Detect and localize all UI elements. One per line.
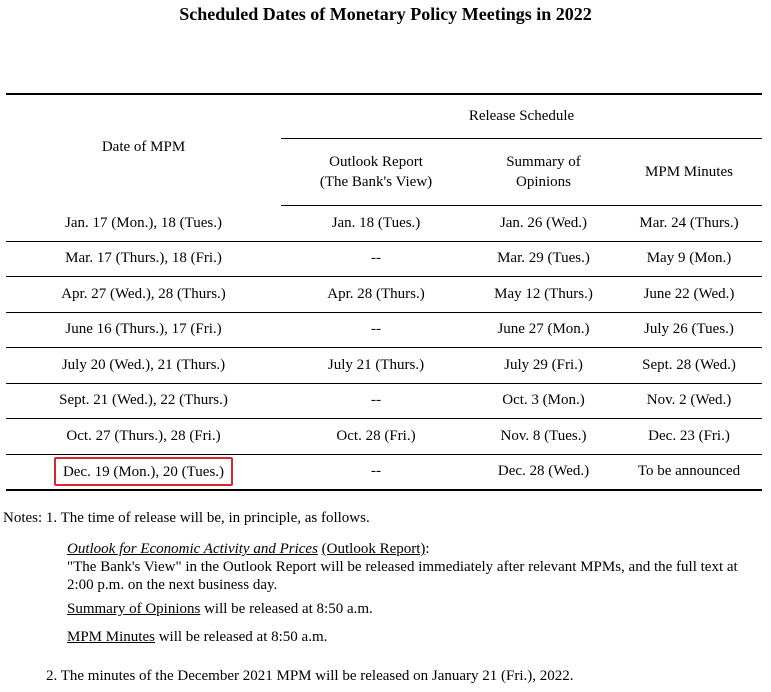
- cell-date: Oct. 27 (Thurs.), 28 (Fri.): [6, 419, 281, 455]
- outlook-abbr: (Outlook Report): [321, 541, 426, 557]
- cell-date: July 20 (Wed.), 21 (Thurs.): [6, 348, 281, 384]
- table-row: [6, 419, 762, 455]
- header-summary-line2: Opinions: [515, 174, 571, 190]
- header-outlook-line1: Outlook Report: [329, 154, 423, 170]
- cell-date: Jan. 17 (Mon.), 18 (Tues.): [6, 206, 281, 242]
- table-row: [6, 206, 762, 242]
- cell-date: [6, 454, 281, 490]
- cell-summary: Mar. 29 (Tues.): [471, 241, 616, 277]
- header-outlook-line2: (The Bank's View): [319, 174, 433, 190]
- cell-summary: July 29 (Fri.): [471, 348, 616, 384]
- note-1-summary: [67, 601, 373, 618]
- table-row: [6, 454, 762, 490]
- note-1-intro: Notes: 1. The time of release will be, in principle, as follows.: [3, 510, 370, 526]
- cell-summary: Oct. 3 (Mon.): [471, 383, 616, 419]
- cell-summary: Dec. 28 (Wed.): [471, 454, 616, 490]
- cell-outlook: Jan. 18 (Tues.): [281, 206, 471, 242]
- table-row: [6, 383, 762, 419]
- highlighted-date: Dec. 19 (Mon.), 20 (Tues.): [54, 457, 233, 486]
- cell-date: June 16 (Thurs.), 17 (Fri.): [6, 312, 281, 348]
- cell-outlook: --: [281, 241, 471, 277]
- header-summary-line1: Summary of: [506, 154, 581, 170]
- note-1-minutes: [67, 629, 327, 646]
- note-2: 2. The minutes of the December 2021 MPM will be released on January 21 (Fri.), 2022.: [46, 668, 574, 684]
- cell-minutes: To be announced: [616, 454, 762, 490]
- cell-date: Apr. 27 (Wed.), 28 (Thurs.): [6, 277, 281, 313]
- header-release-schedule: Release Schedule: [281, 94, 762, 139]
- cell-minutes: Mar. 24 (Thurs.): [616, 206, 762, 242]
- page-title: Scheduled Dates of Monetary Policy Meetings in 2022: [179, 4, 592, 24]
- cell-summary: June 27 (Mon.): [471, 312, 616, 348]
- cell-minutes: June 22 (Wed.): [616, 277, 762, 313]
- cell-minutes: Nov. 2 (Wed.): [616, 383, 762, 419]
- minutes-title: MPM Minutes: [67, 629, 155, 645]
- table-row: [6, 241, 762, 277]
- cell-outlook: --: [281, 383, 471, 419]
- cell-date: Mar. 17 (Thurs.), 18 (Fri.): [6, 241, 281, 277]
- table-row: [6, 348, 762, 384]
- schedule-table: [6, 93, 762, 491]
- cell-summary: Jan. 26 (Wed.): [471, 206, 616, 242]
- header-outlook-report: [281, 139, 471, 206]
- cell-outlook: --: [281, 454, 471, 490]
- table-row: [6, 312, 762, 348]
- minutes-text: will be released at 8:50 a.m.: [154, 629, 328, 645]
- header-summary-of-opinions: [471, 139, 616, 206]
- cell-date: Sept. 21 (Wed.), 22 (Thurs.): [6, 383, 281, 419]
- cell-summary: Nov. 8 (Tues.): [471, 419, 616, 455]
- cell-minutes: Sept. 28 (Wed.): [616, 348, 762, 384]
- header-mpm-minutes: MPM Minutes: [616, 139, 762, 206]
- cell-minutes: May 9 (Mon.): [616, 241, 762, 277]
- cell-outlook: Apr. 28 (Thurs.): [281, 277, 471, 313]
- cell-outlook: July 21 (Thurs.): [281, 348, 471, 384]
- note-1-outlook: [67, 540, 767, 594]
- header-date-of-mpm: Date of MPM: [6, 94, 281, 206]
- cell-outlook: Oct. 28 (Fri.): [281, 419, 471, 455]
- table-row: [6, 277, 762, 313]
- cell-outlook: --: [281, 312, 471, 348]
- summary-text: will be released at 8:50 a.m.: [200, 601, 373, 617]
- outlook-text: "The Bank's View" in the Outlook Report will be released immediately after relevant MPMs, and the full text at 2:00 p.m. on the next business day.: [67, 559, 738, 593]
- cell-summary: May 12 (Thurs.): [471, 277, 616, 313]
- outlook-colon: :: [425, 541, 430, 557]
- cell-minutes: July 26 (Tues.): [616, 312, 762, 348]
- summary-title: Summary of Opinions: [67, 601, 201, 617]
- cell-minutes: Dec. 23 (Fri.): [616, 419, 762, 455]
- outlook-title: Outlook for Economic Activity and Prices: [67, 541, 318, 557]
